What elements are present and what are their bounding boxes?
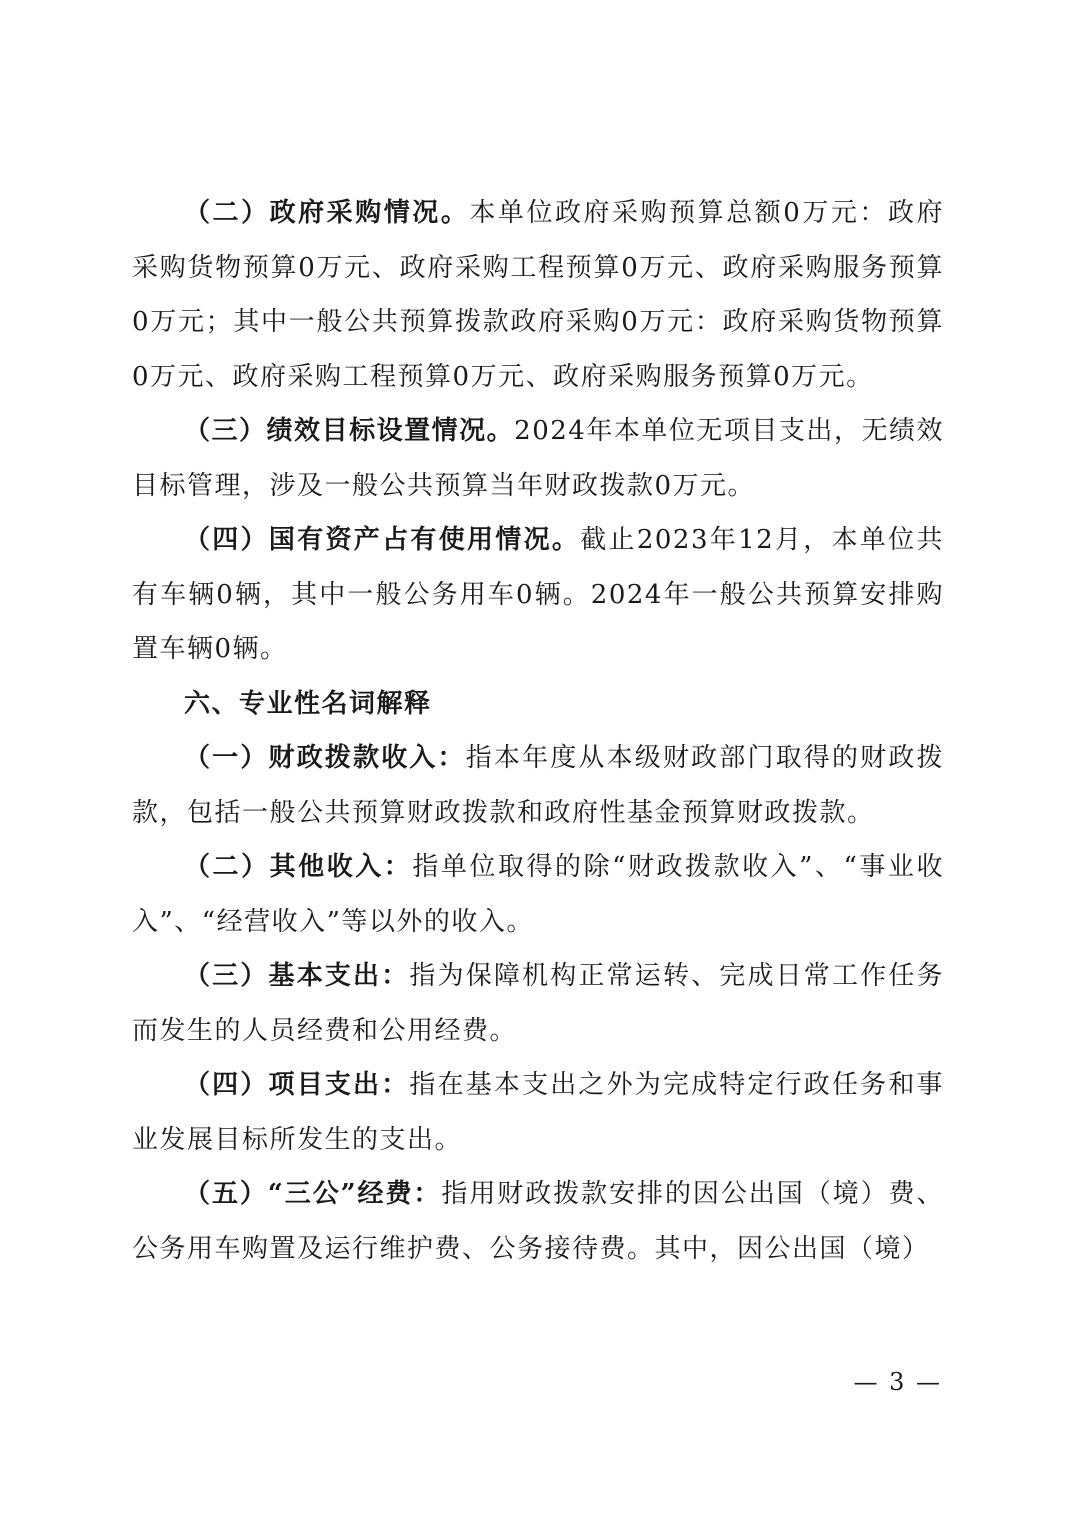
definition-term: （四）项目支出： — [184, 1070, 410, 1100]
section-heading: 六、专业性名词解释 — [184, 688, 432, 719]
paragraph-text: 2024年本单位无项目支出，无绩效目标管理，涉及一般公共预算当年财政拨款0万元。 — [132, 416, 944, 501]
definition-text: 指在基本支出之外为完成特定行政任务和事业发展目标所发生的支出。 — [132, 1070, 944, 1155]
definition-project-expenditure — [132, 1058, 944, 1167]
definition-term: （二）其他收入： — [184, 852, 413, 882]
paragraph-text: 本单位政府采购预算总额0万元：政府采购货物预算0万元、政府采购工程预算0万元、政府采购服务预算0万元；其中一般公共预算拨款政府采购0万元：政府采购货物预算0万元、政府采购工程预算0万元、政府采购服务预算0万元。 — [132, 198, 944, 392]
definition-other-income — [132, 840, 944, 949]
paragraph-text: 截止2023年12月，本单位共有车辆0辆，其中一般公务用车0辆。2024年一般公共预算安排购置车辆0辆。 — [132, 525, 944, 664]
paragraph-state-assets — [132, 513, 944, 677]
definition-text: 指用财政拨款安排的因公出国（境）费、公务用车购置及运行维护费、公务接待费。其中，因公出国（境） — [132, 1179, 944, 1264]
definition-three-public-expenses — [132, 1167, 944, 1276]
paragraph-performance-goals — [132, 404, 944, 513]
definition-term: （一）财政拨款收入： — [184, 743, 466, 773]
paragraph-lead: （三）绩效目标设置情况。 — [184, 416, 515, 446]
definition-text: 指本年度从本级财政部门取得的财政拨款，包括一般公共预算财政拨款和政府性基金预算财政拨款。 — [132, 743, 944, 828]
definition-term: （三）基本支出： — [184, 961, 410, 991]
definition-text: 指单位取得的除“财政拨款收入”、“事业收入”、“经营收入”等以外的收入。 — [132, 852, 944, 937]
page-number: — 3 — — [853, 1368, 942, 1396]
definition-text: 指为保障机构正常运转、完成日常工作任务而发生的人员经费和公用经费。 — [132, 961, 944, 1046]
definition-term: （五）“三公”经费： — [184, 1179, 442, 1209]
paragraph-lead: （四）国有资产占有使用情况。 — [184, 525, 581, 555]
definition-fiscal-appropriation-income — [132, 731, 944, 840]
definition-basic-expenditure — [132, 949, 944, 1058]
paragraph-procurement — [132, 186, 944, 404]
paragraph-lead: （二）政府采购情况。 — [184, 198, 470, 228]
document-body — [132, 186, 944, 1276]
